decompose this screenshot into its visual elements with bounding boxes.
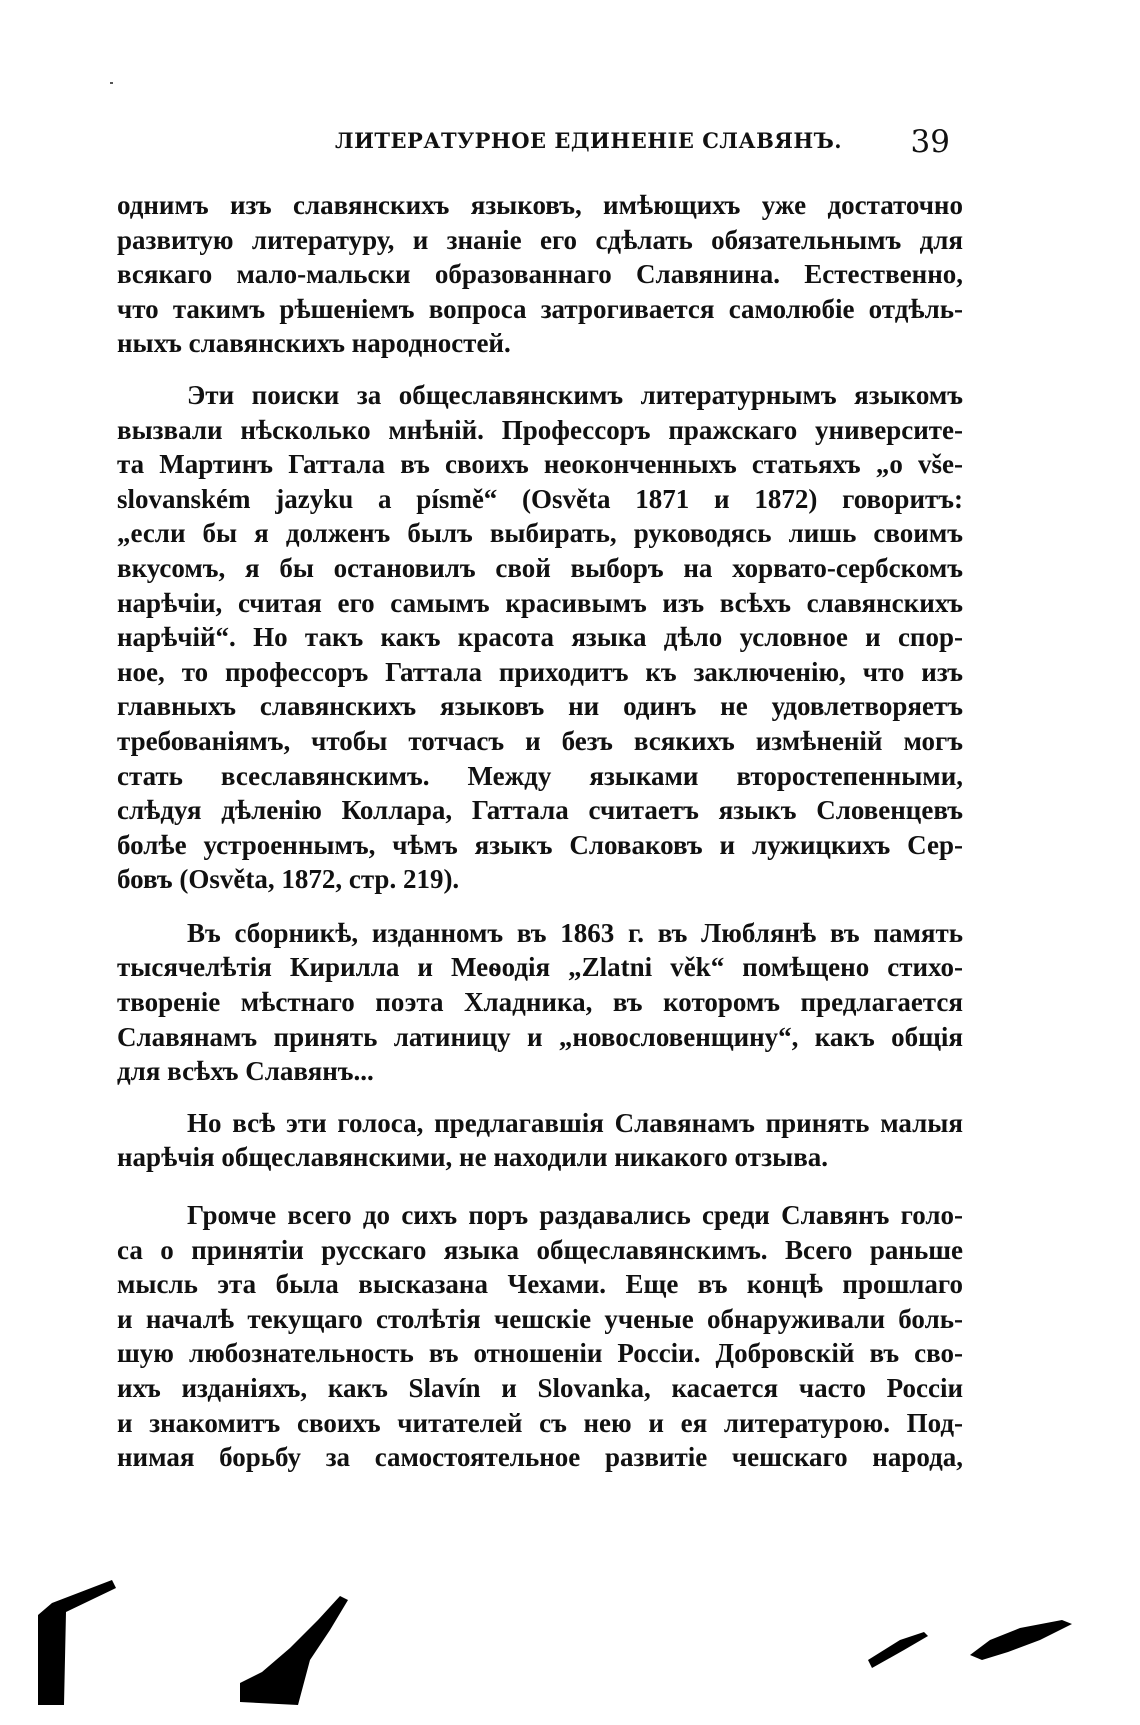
text-line: вкусомъ, я бы остановилъ свой выборъ на хорвато-сербскомъ [117, 552, 963, 583]
text-line: нарѣчій“. Но такъ какъ красота языка дѣло условное и спор- [117, 622, 963, 653]
text-line: Славянамъ принять латиницу и „новословенщину“, какъ общія [117, 1021, 963, 1052]
text-line: шую любознательность въ отношеніи Россіи. Добровскій въ сво- [117, 1338, 963, 1369]
page-number: 39 [910, 124, 950, 160]
text-line: „если бы я долженъ былъ выбирать, руководясь лишь своимъ [117, 518, 963, 549]
paragraph-4 [117, 1106, 963, 1175]
paragraph-2 [117, 378, 963, 897]
text-line: ное, то профессоръ Гаттала приходитъ къ заключенію, что изъ [117, 656, 963, 687]
body-text [117, 188, 963, 1475]
text-line: тысячелѣтія Кирилла и Меѳодія „Zlatni věk“ помѣщено стихо- [117, 952, 963, 983]
text-line: однимъ изъ славянскихъ языковъ, имѣющихъ уже достаточно [117, 190, 963, 220]
text-line: нарѣчія общеславянскими, не находили никакого отзыва. [117, 1142, 829, 1173]
text-line: для всѣхъ Славянъ... [117, 1056, 374, 1087]
paragraph-1 [117, 188, 963, 361]
text-line: нарѣчіи, считая его самымъ красивымъ изъ всѣхъ славянскихъ [117, 587, 963, 618]
text-line: нимая борьбу за самостоятельное развитіе чешскаго народа, [117, 1442, 963, 1473]
scan-artifact-right [970, 1620, 1072, 1660]
text-line: бовъ (Osvěta, 1872, стр. 219). [117, 864, 460, 895]
text-line: болѣе устроеннымъ, чѣмъ языкъ Словаковъ и лужицкихъ Сер- [117, 829, 963, 860]
text-line: са о принятіи русскаго языка общеславянскимъ. Всего раньше [117, 1234, 963, 1265]
text-line: что такимъ рѣшеніемъ вопроса затрогивается самолюбіе отдѣль- [117, 293, 963, 324]
text-line: слѣдуя дѣленію Коллара, Гаттала считаетъ языкъ Словенцевъ [117, 795, 963, 826]
text-line: развитую литературу, и знаніе его сдѣлать обязательнымъ для [117, 224, 963, 255]
text-line: ихъ изданіяхъ, какъ Slavín и Slovanka, касается часто Россіи [117, 1373, 963, 1403]
text-line: всякаго мало-мальски образованнаго Славянина. Естественно, [117, 259, 963, 290]
text-line: Въ сборникѣ, изданномъ въ 1863 г. въ Люблянѣ въ память [187, 917, 963, 948]
paragraph-3 [117, 916, 963, 1089]
text-line: вызвали нѣсколько мнѣній. Профессоръ пражскаго университе- [117, 414, 963, 445]
text-line: требованіямъ, чтобы тотчасъ и безъ всякихъ измѣненій могъ [117, 725, 963, 756]
running-title: ЛИТЕРАТУРНОЕ ЕДИНЕНІЕ СЛАВЯНЪ. [335, 128, 843, 153]
text-line: ныхъ славянскихъ народностей. [117, 328, 511, 359]
text-line: Но всѣ эти голоса, предлагавшія Славянамъ принять малыя [187, 1107, 963, 1138]
page-header [230, 124, 950, 168]
scan-artifact-right-small [868, 1632, 928, 1668]
text-line: мысль эта была высказана Чехами. Еще въ концѣ прошлаго [117, 1269, 963, 1300]
scan-artifact-dot [110, 82, 113, 84]
text-line: та Мартинъ Гаттала въ своихъ неоконченныхъ статьяхъ „o vše- [117, 449, 963, 480]
text-line: главныхъ славянскихъ языковъ ни одинъ не удовлетворяетъ [117, 691, 963, 722]
text-line: slovanském jazyku a písmě“ (Osvěta 1871 и 1872) говоритъ: [117, 483, 963, 514]
text-line: и знакомитъ своихъ читателей съ нею и ея литературою. Под- [117, 1407, 963, 1438]
scan-artifact-left [38, 1580, 116, 1705]
scan-artifact-center [240, 1596, 348, 1705]
text-line: Эти поиски за общеславянскимъ литературнымъ языкомъ [187, 379, 963, 410]
text-line: твореніе мѣстнаго поэта Хладника, въ которомъ предлагается [117, 987, 963, 1018]
text-line: и началѣ текущаго столѣтія чешскіе ученые обнаруживали боль- [117, 1303, 963, 1334]
paragraph-5 [117, 1198, 963, 1475]
text-line: стать всеславянскимъ. Между языками второстепенными, [117, 760, 963, 791]
text-line: Громче всего до сихъ поръ раздавались среди Славянъ голо- [187, 1200, 963, 1231]
